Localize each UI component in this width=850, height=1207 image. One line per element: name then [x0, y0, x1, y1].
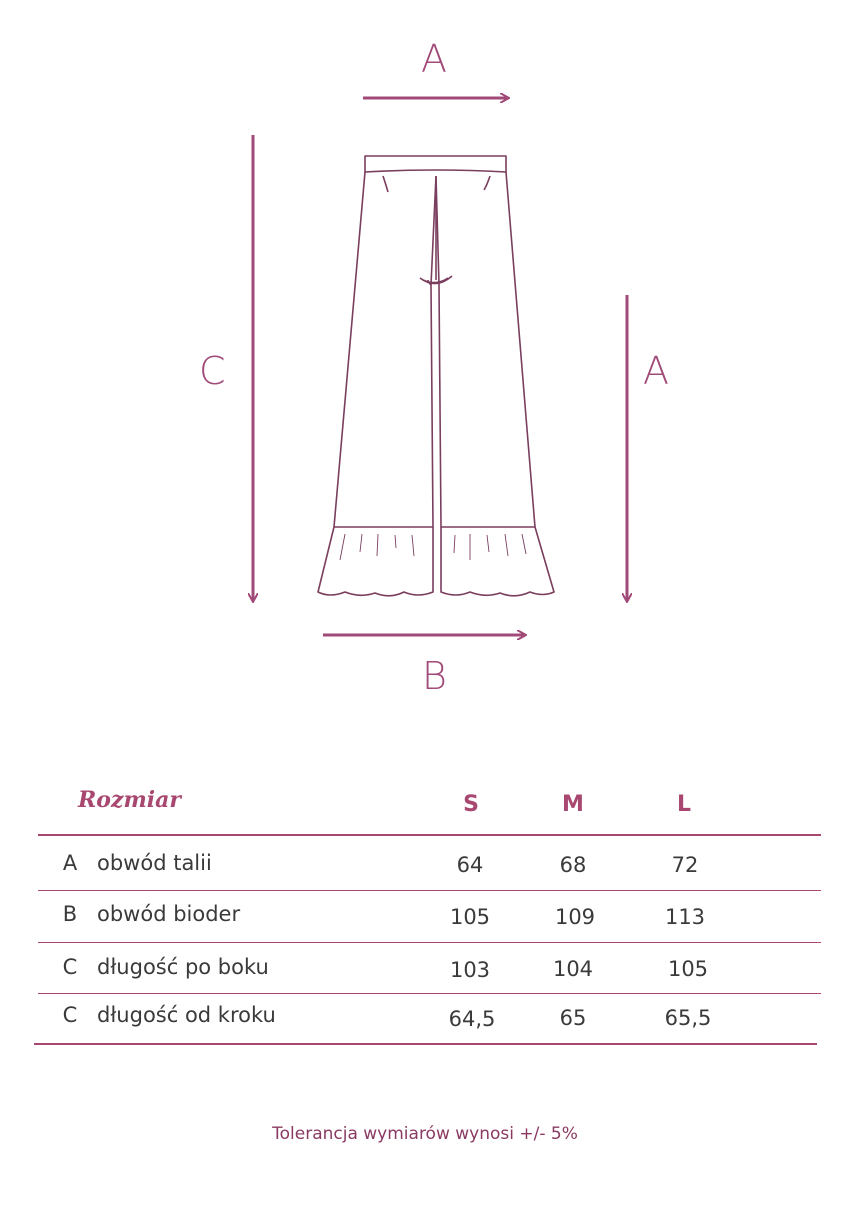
dim-label-bottom: B [422, 654, 447, 698]
table-cell: 65,5 [664, 1006, 712, 1030]
row-divider [38, 993, 821, 994]
row-letter: B [62, 902, 78, 926]
row-divider [38, 890, 821, 891]
dim-label-left: C [199, 349, 226, 393]
right-leg [439, 172, 535, 527]
left-leg [334, 172, 433, 527]
row-label: obwód bioder [97, 902, 241, 926]
table-title: Rozmiar [78, 787, 181, 813]
row-letter: C [62, 955, 78, 979]
table-top-rule [38, 834, 821, 836]
table-cell: 64,5 [448, 1007, 496, 1031]
size-header-s: S [463, 792, 479, 817]
table-cell: 64 [456, 853, 484, 877]
table-cell: 113 [664, 905, 706, 929]
table-cell: 105 [449, 905, 491, 929]
size-header-l: L [676, 792, 692, 817]
row-label: długość od kroku [97, 1003, 276, 1027]
left-ruffle [318, 527, 433, 596]
dim-label-right: A [643, 349, 669, 393]
table-cell: 72 [671, 853, 699, 877]
row-label: obwód talii [97, 851, 212, 875]
table-cell: 65 [559, 1006, 587, 1030]
right-ruffle [441, 527, 554, 596]
table-cell: 103 [449, 958, 491, 982]
table-cell: 68 [559, 853, 587, 877]
waistband [365, 156, 506, 172]
row-letter: A [62, 851, 78, 875]
dim-label-top: A [421, 37, 447, 81]
table-cell: 104 [552, 957, 594, 981]
table-cell: 109 [554, 905, 596, 929]
size-header-m: M [562, 792, 584, 817]
table-bottom-rule [34, 1043, 817, 1045]
row-divider [38, 942, 821, 943]
tolerance-note: Tolerancja wymiarów wynosi +/- 5% [272, 1124, 578, 1144]
row-label: długość po boku [97, 955, 269, 979]
table-cell: 105 [667, 957, 709, 981]
row-letter: C [62, 1003, 78, 1027]
